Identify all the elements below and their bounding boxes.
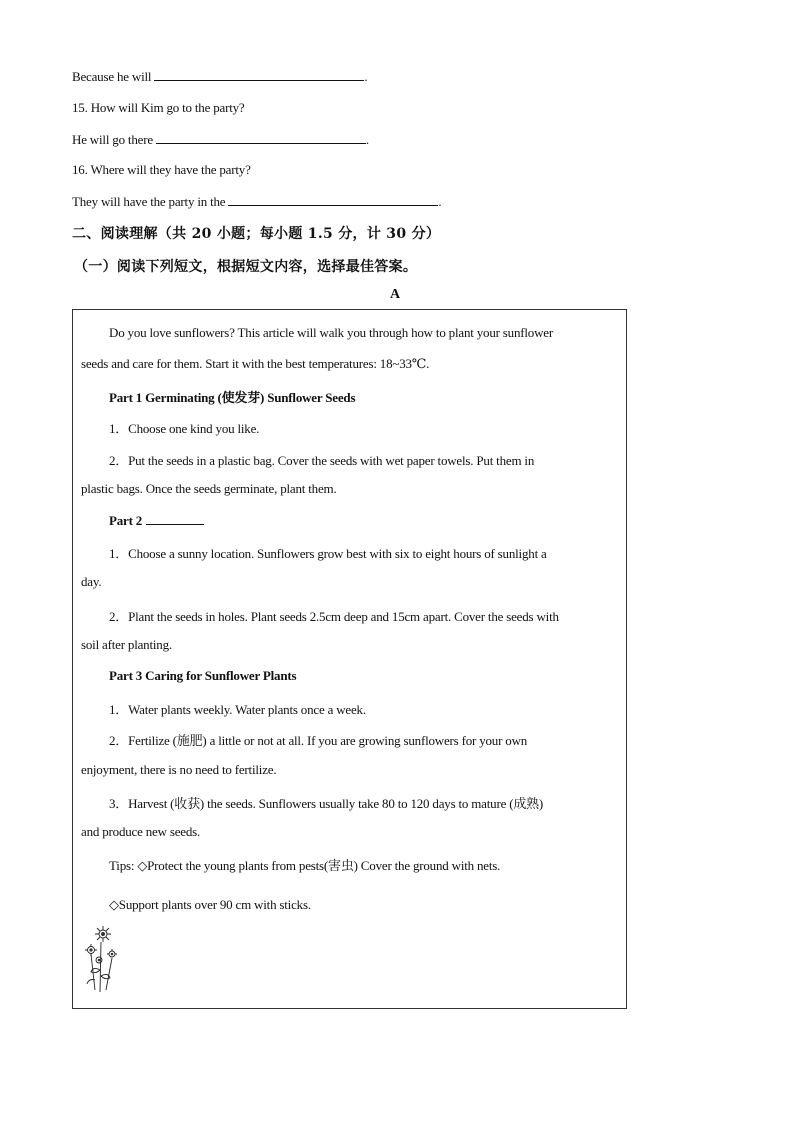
tips-line-1: Tips: ◇Protect the young plants from pests(害虫) Cover the ground with nets. xyxy=(109,858,501,873)
passage-label: A xyxy=(390,287,401,302)
section-subtitle: （一）阅读下列短文，根据短文内容，选择最佳答案。 xyxy=(74,259,418,275)
part2-item2-line1: 2．Plant the seeds in holes. Plant seeds 2.5cm deep and 15cm apart. Cover the seeds with xyxy=(109,609,559,624)
q16-answer-blank[interactable] xyxy=(228,193,438,206)
part1-item2-line1: 2．Put the seeds in a plastic bag. Cover the seeds with wet paper towels. Put them in xyxy=(109,453,535,468)
part1-item1: 1．Choose one kind you like. xyxy=(109,421,260,436)
q16-answer-prefix: They will have the party in the xyxy=(72,194,226,209)
part3-item2-line2: enjoyment, there is no need to fertilize. xyxy=(81,762,277,777)
q15-answer-blank[interactable] xyxy=(156,131,366,144)
q15-answer-line xyxy=(72,131,369,148)
part2-item1-line1: 1．Choose a sunny location. Sunflowers grow best with six to eight hours of sunlight a xyxy=(109,546,547,561)
q14-answer-blank[interactable] xyxy=(154,68,364,81)
passage-box xyxy=(72,309,627,1009)
section-title: 二、阅读理解（共 20 小题；每小题 1.5 分，计 30 分） xyxy=(72,226,441,242)
part3-item3-line1: 3．Harvest (收获) the seeds. Sunflowers usually take 80 to 120 days to mature (成熟) xyxy=(109,796,544,811)
part2-item1-line2: day. xyxy=(81,574,102,589)
part1-item2-line2: plastic bags. Once the seeds germinate, plant them. xyxy=(81,481,337,496)
q16-question: 16. Where will they have the party? xyxy=(72,162,251,177)
part2-title-blank[interactable] xyxy=(146,512,204,525)
q15-end: . xyxy=(365,132,369,147)
part1-title: Part 1 Germinating (使发芽) Sunflower Seeds xyxy=(109,390,356,405)
intro-line-2: seeds and care for them. Start it with the best temperatures: 18~33℃. xyxy=(81,356,430,371)
intro-line-1: Do you love sunflowers? This article will walk you through how to plant your sunflower xyxy=(109,325,553,340)
q14-answer-prefix: Because he will xyxy=(72,69,152,84)
sunflower-icon xyxy=(81,924,121,994)
part2-title-line xyxy=(109,512,204,529)
q15-answer-prefix: He will go there xyxy=(72,132,153,147)
part2-item2-line2: soil after planting. xyxy=(81,637,172,652)
part3-item1: 1．Water plants weekly. Water plants once a week. xyxy=(109,702,366,717)
q14-answer-line xyxy=(72,68,367,85)
q16-end: . xyxy=(438,194,442,209)
q16-answer-line xyxy=(72,193,441,210)
tips-line-2: ◇Support plants over 90 cm with sticks. xyxy=(109,897,311,912)
q14-end: . xyxy=(364,69,368,84)
part2-title: Part 2 xyxy=(109,513,143,528)
part3-item3-line2: and produce new seeds. xyxy=(81,824,201,839)
part3-title: Part 3 Caring for Sunflower Plants xyxy=(109,668,297,683)
part3-item2-line1: 2．Fertilize (施肥) a little or not at all. If you are growing sunflowers for your own xyxy=(109,733,528,748)
q15-question: 15. How will Kim go to the party? xyxy=(72,100,245,115)
